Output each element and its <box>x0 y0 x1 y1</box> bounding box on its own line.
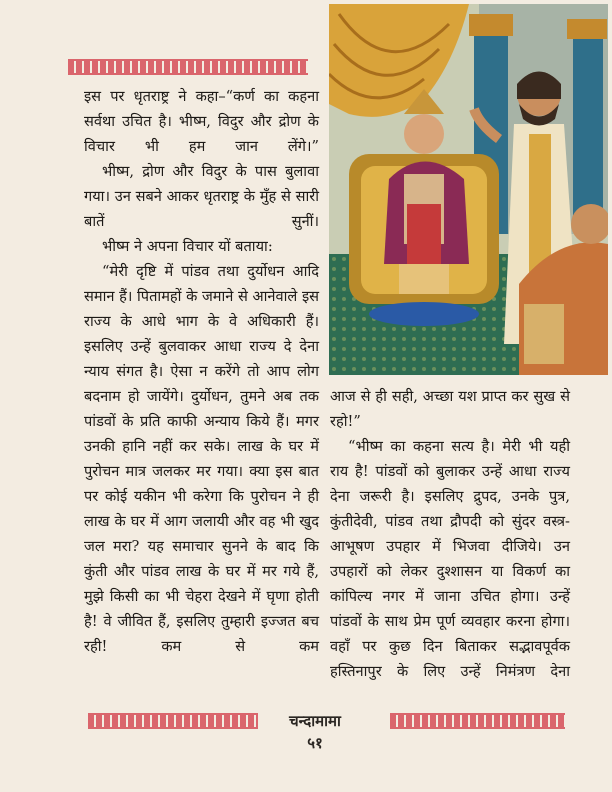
left-text-column <box>84 84 319 659</box>
illustration-drawing <box>329 4 608 375</box>
paragraph-summons: भीष्म, द्रोण और विदुर के पास बुलावा गया। उन सबने आकर धृतराष्ट्र के मुँह से सारी बातें सुनीं। <box>84 163 319 230</box>
magazine-title: चन्दामामा <box>289 712 341 730</box>
right-text-column <box>330 384 570 684</box>
paragraph-dhritarashtra-speech: इस पर धृतराष्ट्र ने कहा–“कर्ण का कहना सर्वथा उचित है। भीष्म, विदुर और द्रोण के विचार भी हम जान लेंगे।” <box>84 88 319 155</box>
decorative-border-bottom-left <box>88 713 258 729</box>
court-scene-illustration <box>329 4 608 375</box>
decorative-border-top <box>68 59 308 75</box>
paragraph-bhishma-speech: “मेरी दृष्टि में पांडव तथा दुर्योधन आदि समान हैं। पितामहों के जमाने से आनेवाले इस राज्य के आधे भाग के वे अधिकारी हैं। इसलिए उन्हें बुलवाकर आधा राज्य दे देना न्याय संगत है। ऐसा न करेंगे तो आप लोग बदनाम हो जायेंगे। दुर्योधन, तुमने अब तक पांडवों के प्रति काफी अन्याय किये हैं। मगर उनकी हानि नहीं कर सके। लाख के घर में पुरोचन मात्र जलकर मर गया। क्या इस बात पर कोई यकीन भी करेगा कि पुरोचन ने ही लाख के घर में आग जलायी और वह भी खुद जल मरा? यह समाचार सुनने के बाद कि कुंती और पांडव लाख के घर में मर गये हैं, मुझे किसी का भी चेहरा देखने में घृणा होती है! वे जीवित हैं, इसलिए तुम्हारी इज्जत बच रही! कम से कम <box>84 263 319 655</box>
page-number: ५१ <box>307 734 323 752</box>
paragraph-drona-speech: “भीष्म का कहना सत्य है। मेरी भी यही राय है! पांडवों को बुलाकर उन्हें आधा राज्य देना जरूरी है। इसलिए द्रुपद, उनके पुत्र, कुंतीदेवी, पांडव तथा द्रौपदी को सुंदर वस्त्र-आभूषण उपहार में भिजवा दीजिये। उन उपहारों को लेकर दुश्शासन या विकर्ण का कांपिल्य नगर में जाना उचित होगा। उन्हें पांडवों के साथ प्रेम पूर्ण व्यवहार करना होगा। वहाँ पर कुछ दिन बिताकर सद्भावपूर्वक हस्तिनापुर के लिए उन्हें निमंत्रण देना <box>330 438 570 680</box>
decorative-border-bottom-right <box>390 713 565 729</box>
paragraph-bhishma-intro: भीष्म ने अपना विचार यों बताया: <box>102 238 273 255</box>
paragraph-bhishma-conclusion: आज से ही सही, अच्छा यश प्राप्त कर सुख से रहो!” <box>330 388 570 430</box>
